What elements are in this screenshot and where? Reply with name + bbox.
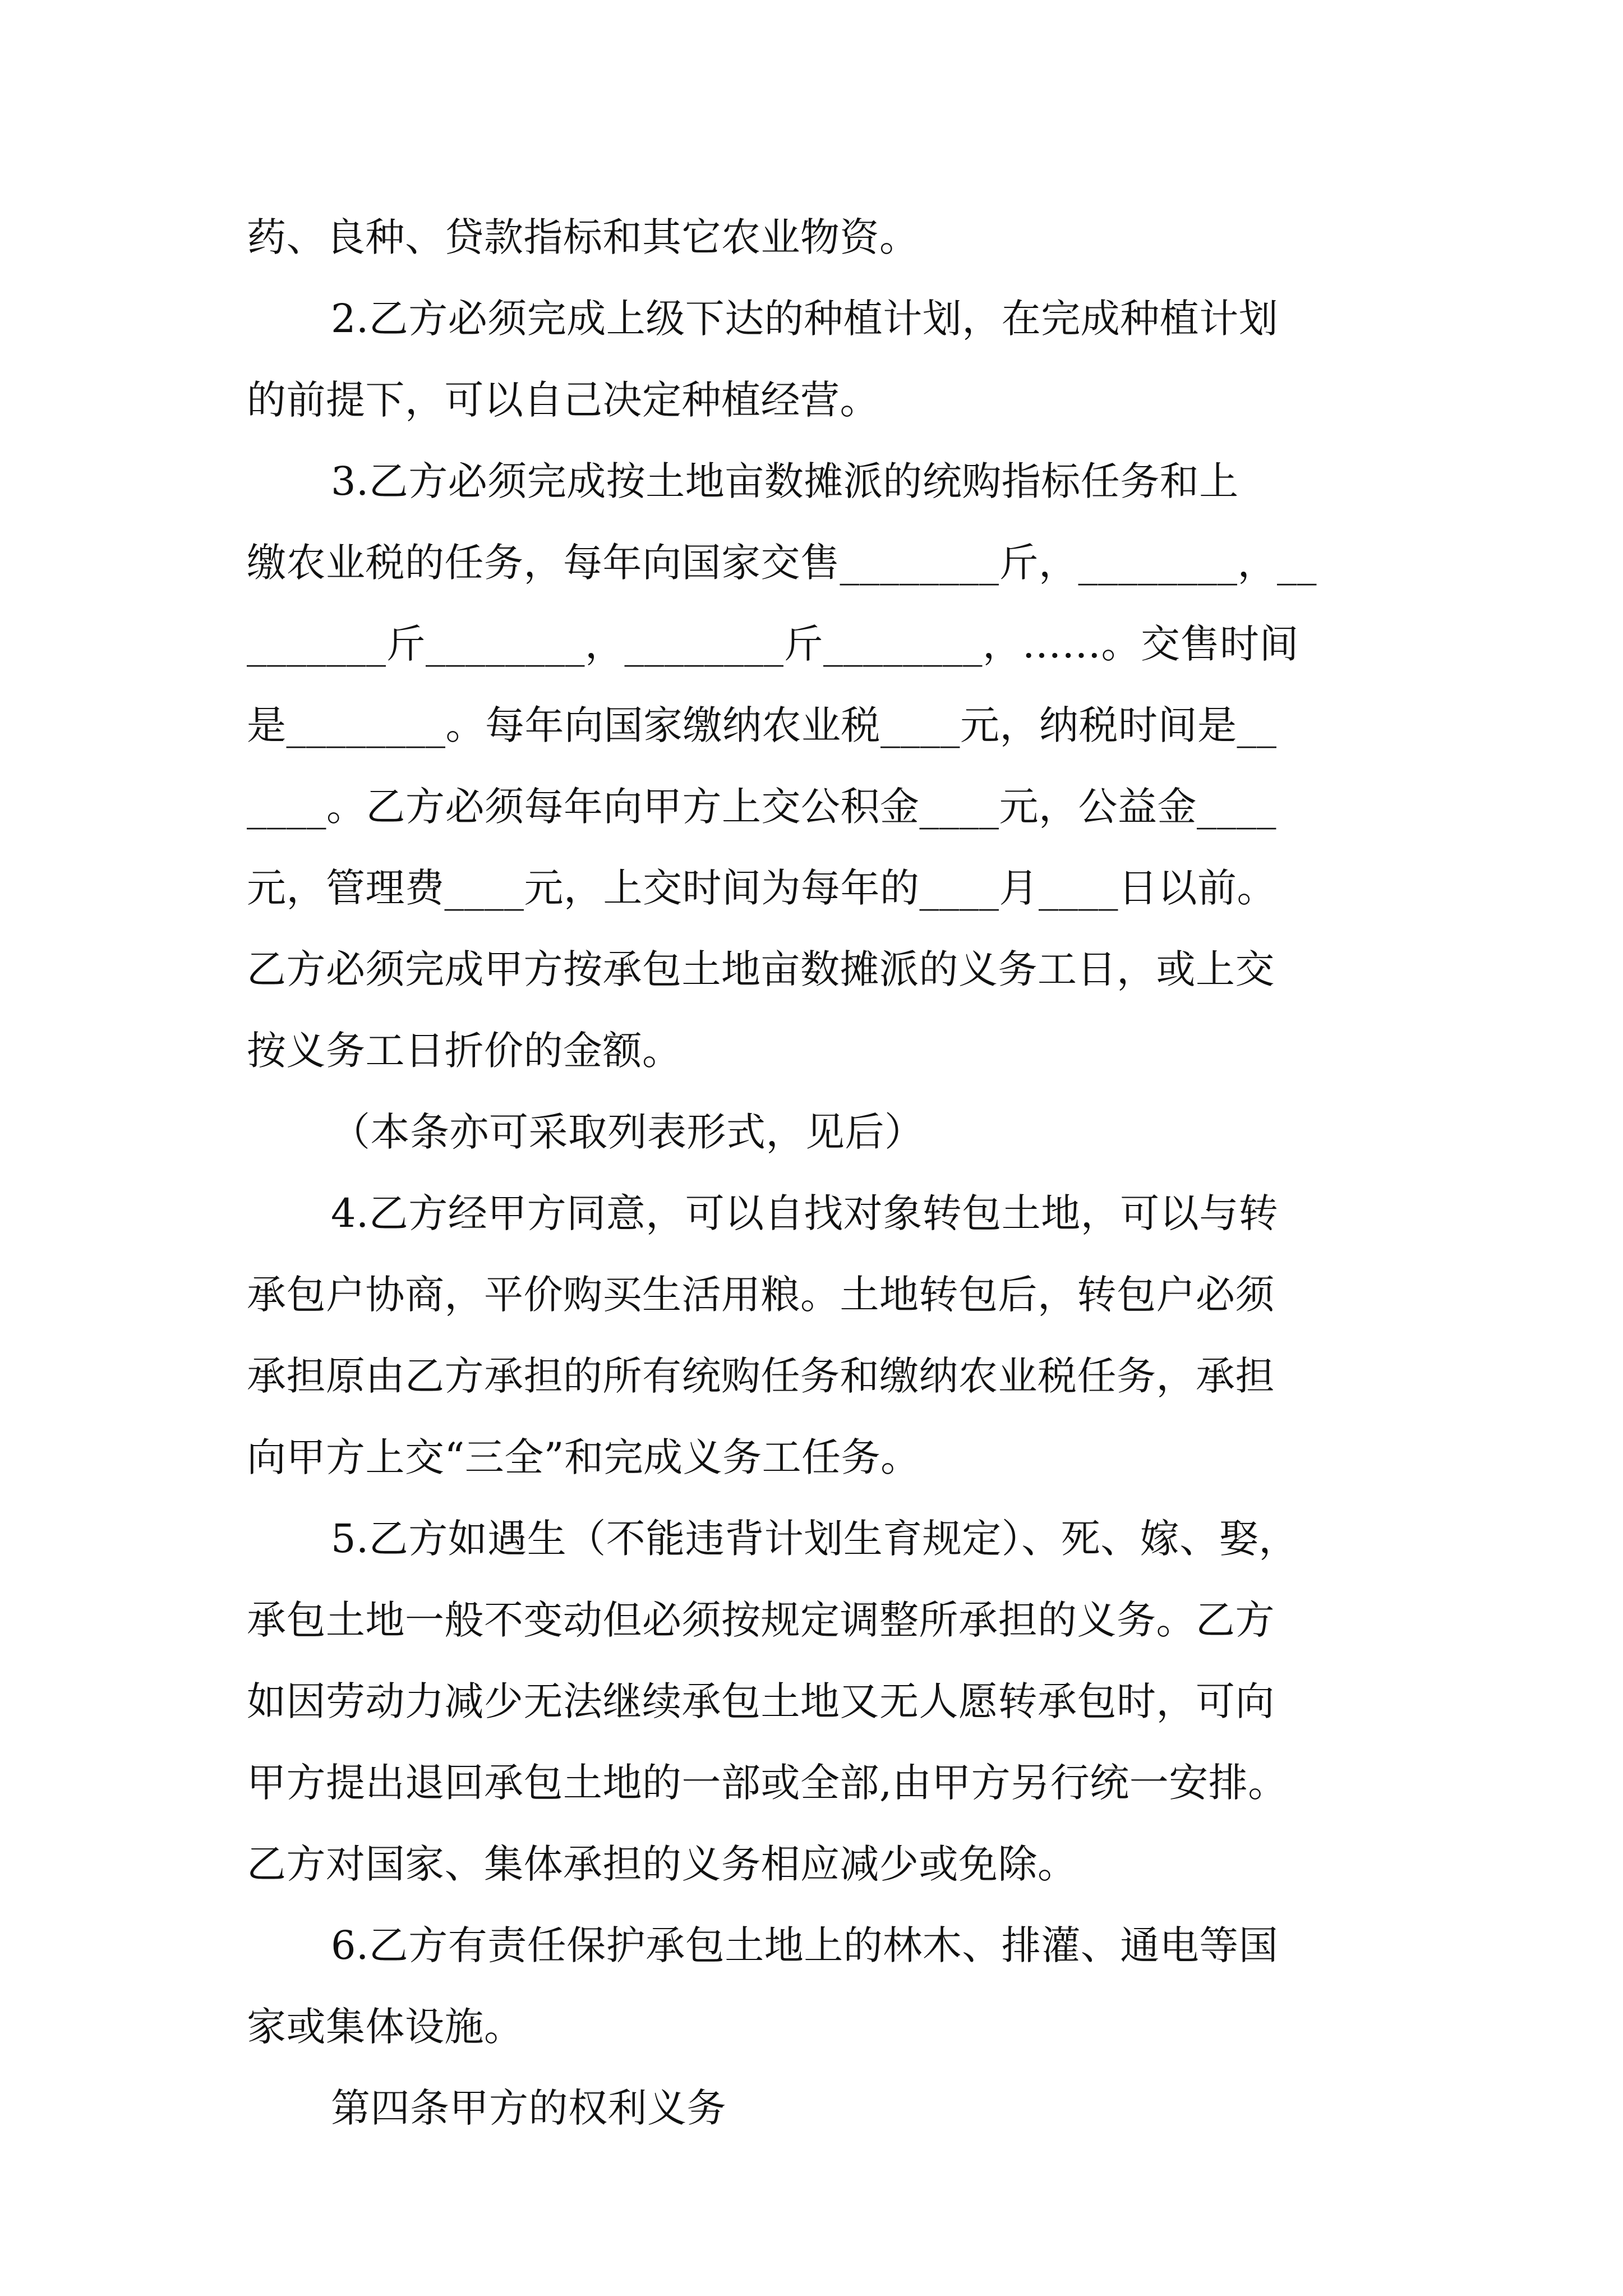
text-line: 元，管理费____元，上交时间为每年的____月____日以前。 bbox=[247, 865, 1276, 911]
text-line: 向甲方上交“三全”和完成义务工任务。 bbox=[247, 1434, 920, 1480]
text-line: _______斤________，________斤________，……。交售时间 bbox=[247, 621, 1299, 667]
text-line: 药、良种、贷款指标和其它农业物资。 bbox=[247, 214, 919, 260]
text-line: 3.乙方必须完成按土地亩数摊派的统购指标任务和上 bbox=[331, 458, 1239, 504]
section-heading: 第四条甲方的权利义务 bbox=[331, 2085, 726, 2131]
text-line: 缴农业税的任务，每年向国家交售________斤，________，__ bbox=[247, 540, 1317, 586]
text-line: 是________。每年向国家缴纳农业税____元，纳税时间是__ bbox=[247, 702, 1277, 748]
text-line: 承包户协商，平价购买生活用粮。土地转包后，转包户必须 bbox=[247, 1272, 1275, 1318]
text-line: 按义务工日折价的金额。 bbox=[247, 1028, 682, 1074]
text-line: 5.乙方如遇生（不能违背计划生育规定）、死、嫁、娶， bbox=[331, 1516, 1298, 1562]
text-line: 4.乙方经甲方同意，可以自找对象转包土地，可以与转 bbox=[331, 1190, 1279, 1236]
text-line: 的前提下，可以自己决定种植经营。 bbox=[247, 377, 879, 423]
text-line: 乙方对国家、集体承担的义务相应减少或免除。 bbox=[247, 1841, 1077, 1887]
text-line: 6.乙方有责任保护承包土地上的林木、排灌、通电等国 bbox=[331, 1922, 1279, 1968]
text-line: 家或集体设施。 bbox=[247, 2004, 524, 2050]
text-line: （本条亦可采取列表形式，见后） bbox=[331, 1109, 924, 1155]
text-line: 乙方必须完成甲方按承包土地亩数摊派的义务工日，或上交 bbox=[247, 946, 1275, 992]
text-line: ____。乙方必须每年向甲方上交公积金____元，公益金____ bbox=[247, 784, 1276, 830]
text-line: 甲方提出退回承包土地的一部或全部,由甲方另行统一安排。 bbox=[247, 1760, 1288, 1806]
text-line: 如因劳动力减少无法继续承包土地又无人愿转承包时，可向 bbox=[247, 1678, 1275, 1724]
text-line: 2.乙方必须完成上级下达的种植计划，在完成种植计划 bbox=[331, 296, 1279, 342]
text-line: 承担原由乙方承担的所有统购任务和缴纳农业税任务，承担 bbox=[247, 1353, 1275, 1399]
text-line: 承包土地一般不变动但必须按规定调整所承担的义务。乙方 bbox=[247, 1597, 1275, 1643]
